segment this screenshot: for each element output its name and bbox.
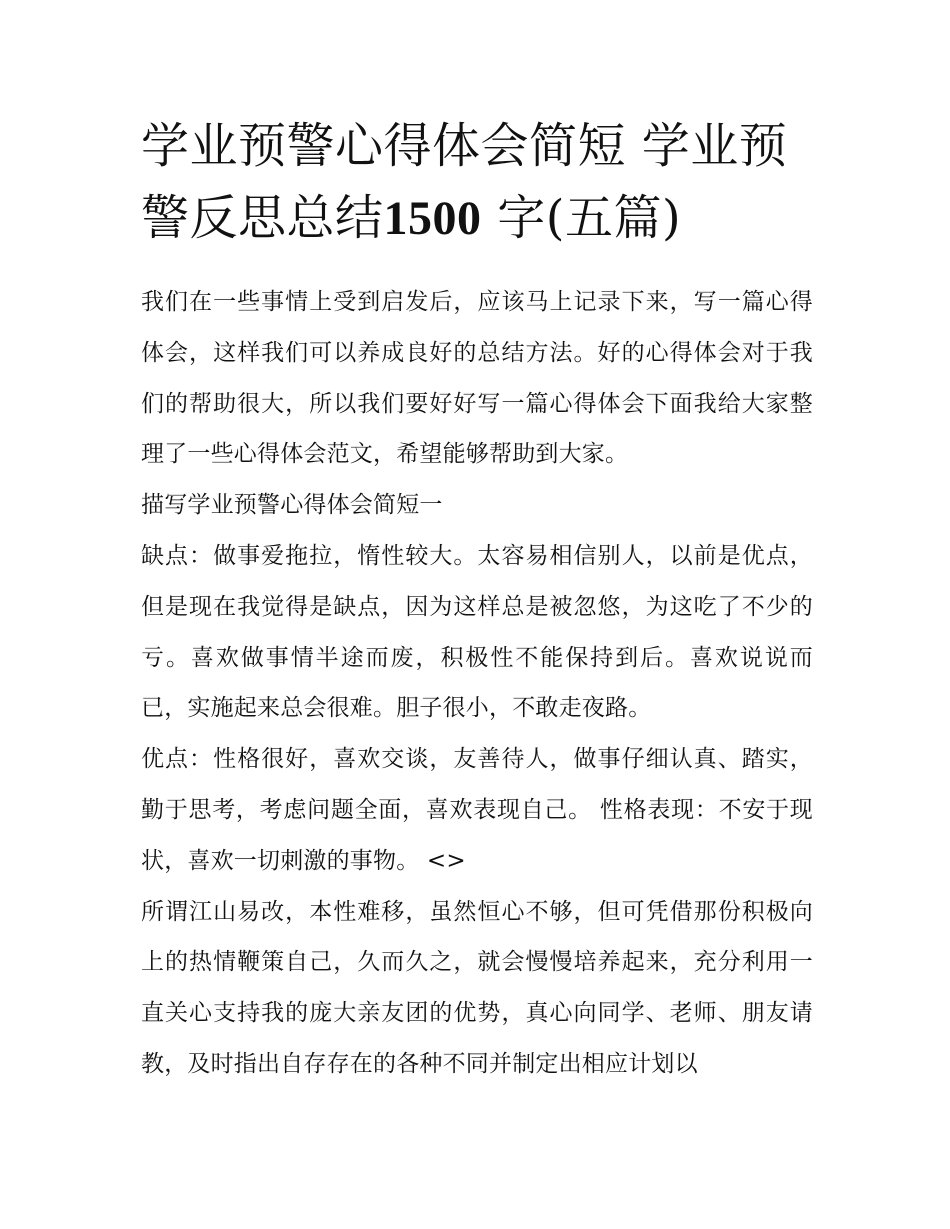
section-heading: 描写学业预警心得体会简短一	[141, 492, 443, 519]
weakness-paragraph: 缺点：做事爱拖拉，惰性较大。太容易相信别人，以前是优点，但是现在我觉得是缺点，因为这样总是被忽悠，为这吃了不少的亏。喜欢做事情半途而废，积极性不能保持到后。喜欢说说而已，实施起来总会很难。胆子很小，不敢走夜路。	[141, 542, 813, 722]
title-suffix: 字(五篇)	[481, 190, 682, 246]
title-number: 1500	[383, 192, 482, 245]
document-body	[141, 277, 813, 1090]
intro-paragraph: 我们在一些事情上受到启发后，应该马上记录下来，写一篇心得体会，这样我们可以养成良好的总结方法。好的心得体会对于我们的帮助很大，所以我们要好好写一篇心得体会下面我给大家整理了一些心得体会范文，希望能够帮助到大家。	[141, 289, 813, 468]
strength-paragraph: 优点：性格很好，喜欢交谈，友善待人，做事仔细认真、踏实，勤于思考，考虑问题全面，喜欢表现自己。 性格表现：不安于现状，喜欢一切刺激的事物。 <>	[141, 746, 813, 874]
document-title	[141, 110, 813, 255]
document-content	[141, 110, 813, 1090]
title-text: 学业预警心得体会简短 学业预警反思总结	[141, 118, 788, 246]
plan-paragraph: 所谓江山易改，本性难移，虽然恒心不够，但可凭借那份积极向上的热情鞭策自己，久而久之，就会慢慢培养起来，充分利用一直关心支持我的庞大亲友团的优势，真心向同学、老师、朋友请教，及时指出自存存在的各种不同并制定出相应计划以	[141, 898, 813, 1077]
